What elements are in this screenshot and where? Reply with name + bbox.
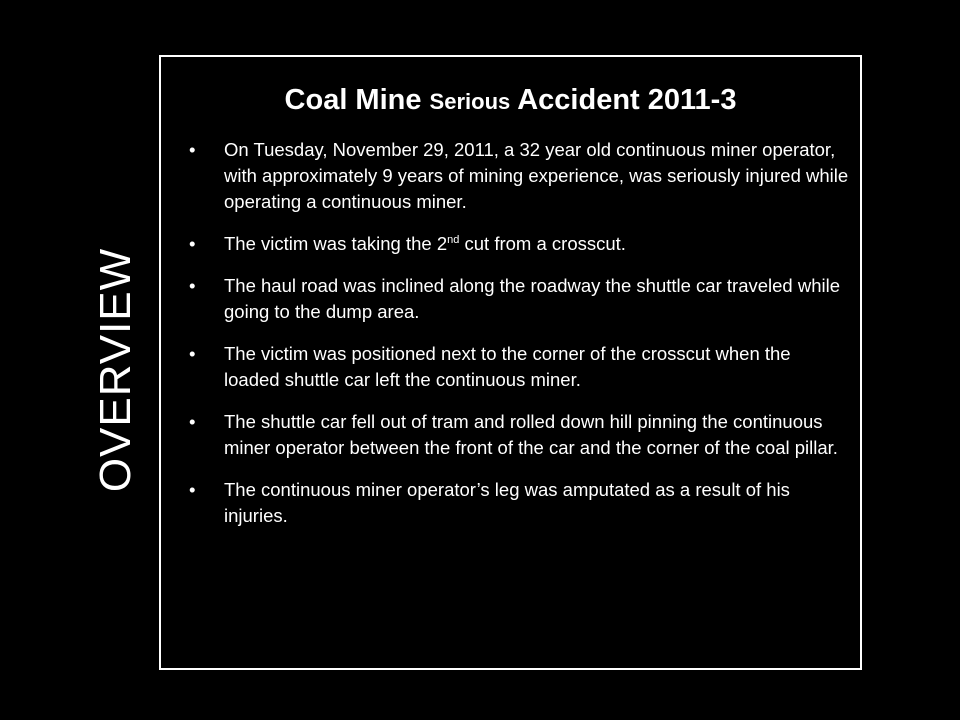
title-part-2: Serious <box>429 89 511 114</box>
bullet-list <box>189 137 849 545</box>
title-part-1: Coal Mine <box>284 84 430 116</box>
bullet-item: • The shuttle car fell out of tram and rolled down hill pinning the continuous miner operator between the front of the car and the corner of the coal pillar. <box>189 409 849 461</box>
bullet-item <box>189 231 849 257</box>
content-panel <box>159 55 862 670</box>
ordinal-suffix: nd <box>447 233 460 246</box>
bullet-item: • On Tuesday, November 29, 2011, a 32 year old continuous miner operator, with approximately 9 years of mining experience, was seriously injured while operating a continuous miner. <box>189 137 849 215</box>
bullet-text-before: The victim was taking the 2 <box>224 233 448 254</box>
bullet-text-after: cut from a crosscut. <box>459 233 626 254</box>
side-label-overview: OVERVIEW <box>91 247 140 493</box>
bullet-item: • The continuous miner operator’s leg was amputated as a result of his injuries. <box>189 477 849 529</box>
bullet-item: • The victim was positioned next to the corner of the crosscut when the loaded shuttle car left the continuous miner. <box>189 341 849 393</box>
bullet-item: • The haul road was inclined along the roadway the shuttle car traveled while going to the dump area. <box>189 273 849 325</box>
slide-title <box>161 80 860 122</box>
title-part-3: Accident 2011-3 <box>510 84 737 116</box>
